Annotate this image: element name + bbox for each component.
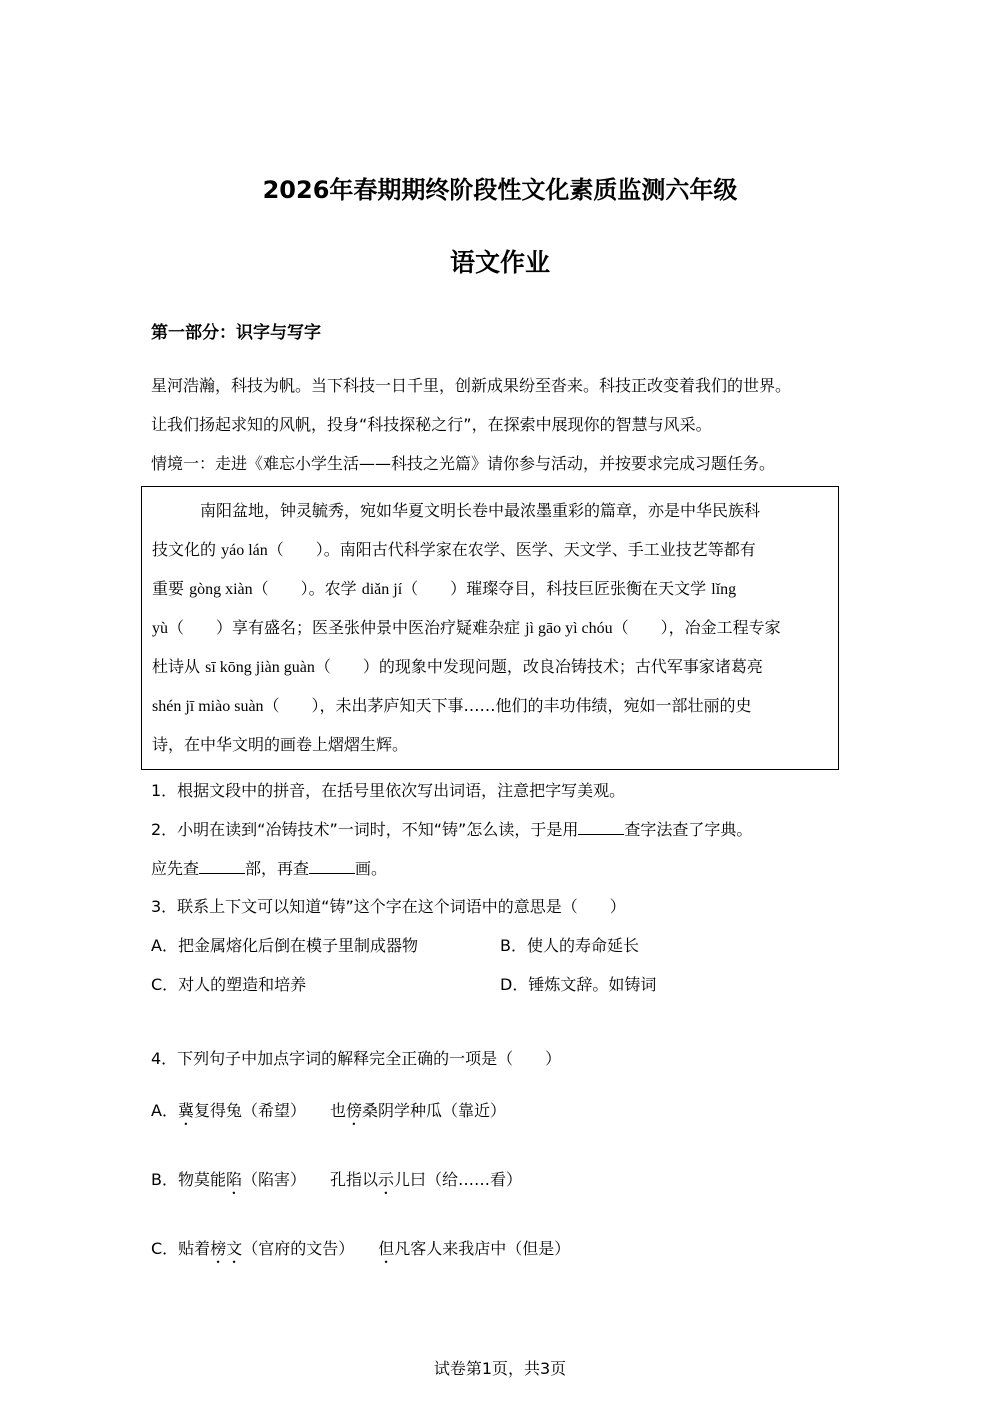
option-text: 儿曰（给……看） bbox=[394, 1170, 523, 1189]
pinyin: shén jī miào suàn bbox=[152, 698, 264, 715]
intro-line-2: 让我们扬起求知的风帆，投身“科技探秘之行”，在探索中展现你的智慧与风采。 bbox=[151, 415, 712, 434]
passage-line-4 bbox=[152, 615, 781, 638]
question-3: 3．联系上下文可以知道“铸”这个字在这个词语中的意思是（ ） bbox=[151, 897, 626, 916]
passage-text: （ ）璀璨夺目，科技巨匠张衡在天文学 bbox=[402, 579, 712, 598]
q4-option-c[interactable] bbox=[151, 1236, 570, 1267]
pinyin: diǎn jí bbox=[361, 581, 403, 598]
section-heading: 第一部分：识字与写字 bbox=[151, 323, 321, 343]
passage-line-1: 南阳盆地，钟灵毓秀，宛如华夏文明长卷中最浓墨重彩的篇章，亦是中华民族科 bbox=[200, 501, 761, 520]
intro-line-3: 情境一：走进《难忘小学生活——科技之光篇》请你参与活动，并按要求完成习题任务。 bbox=[151, 454, 776, 473]
question-text: 画。 bbox=[355, 859, 388, 878]
dotted-word: 冀 bbox=[177, 1101, 194, 1120]
passage-text: （ ），冶金工程专家 bbox=[612, 618, 781, 637]
dotted-word: 榜文 bbox=[210, 1239, 243, 1258]
q3-option-a[interactable]: A．把金属熔化后倒在模子里制成器物 bbox=[151, 936, 418, 955]
question-text: 应先查 bbox=[151, 859, 200, 878]
option-text: C．贴着 bbox=[151, 1239, 211, 1258]
option-text: A． bbox=[151, 1101, 178, 1120]
answer-blank[interactable] bbox=[578, 820, 624, 835]
q3-option-d[interactable]: D．锤炼文辞。如铸词 bbox=[500, 975, 657, 994]
q4-option-b[interactable] bbox=[151, 1167, 522, 1198]
pinyin: jì gāo yì chóu bbox=[525, 620, 613, 637]
q3-option-b[interactable]: B．使人的寿命延长 bbox=[500, 936, 639, 955]
passage-box bbox=[141, 486, 839, 770]
passage-text: （ ）享有盛名；医圣张仲景中医治疗疑难杂症 bbox=[168, 618, 526, 637]
answer-blank[interactable] bbox=[309, 859, 355, 874]
exam-subject: 语文作业 bbox=[449, 248, 550, 277]
pinyin: sī kōng jiàn guàn bbox=[205, 659, 315, 676]
question-1: 1．根据文段中的拼音，在括号里依次写出词语，注意把字写美观。 bbox=[151, 781, 626, 800]
option-text: 桑阴学种瓜（靠近） bbox=[362, 1101, 507, 1120]
passage-text: 技文化的 bbox=[152, 540, 222, 559]
passage-line-6 bbox=[152, 693, 752, 716]
option-text: （陷害） 孔指以 bbox=[242, 1170, 379, 1189]
passage-text: 杜诗从 bbox=[152, 657, 206, 676]
passage-line-7: 诗，在中华文明的画卷上熠熠生辉。 bbox=[152, 735, 409, 754]
q3-option-c[interactable]: C．对人的塑造和培养 bbox=[151, 975, 307, 994]
page-footer: 试卷第1页，共3页 bbox=[433, 1359, 567, 1378]
answer-blank[interactable] bbox=[199, 859, 245, 874]
pinyin: yáo lán bbox=[221, 542, 268, 559]
dotted-word: 傍 bbox=[345, 1101, 362, 1120]
passage-text: 重要 bbox=[152, 579, 190, 598]
question-2 bbox=[151, 817, 752, 840]
option-text: 凡客人来我店中（但是） bbox=[394, 1239, 571, 1258]
passage-line-5 bbox=[152, 654, 763, 677]
option-text: （官府的文告） bbox=[242, 1239, 379, 1258]
question-text: 2．小明在读到“冶铸技术”一词时，不知“铸”怎么读，于是用 bbox=[151, 820, 579, 839]
dotted-word: 陷 bbox=[225, 1170, 242, 1189]
passage-text: （ ）。农学 bbox=[252, 579, 362, 598]
passage-text: （ ）。南阳古代科学家在农学、医学、天文学、手工业技艺等都有 bbox=[267, 540, 756, 559]
question-4: 4．下列句子中加点字词的解释完全正确的一项是（ ） bbox=[151, 1049, 562, 1068]
option-text: 复得兔（希望） 也 bbox=[193, 1101, 346, 1120]
pinyin: lǐng bbox=[711, 581, 737, 598]
question-text: 部，再查 bbox=[245, 859, 310, 878]
dotted-word: 示 bbox=[378, 1170, 395, 1189]
passage-line-2 bbox=[152, 537, 756, 560]
pinyin: gòng xiàn bbox=[189, 581, 253, 598]
intro-line-1: 星河浩瀚，科技为帆。当下科技一日千里，创新成果纷至沓来。科技正改变着我们的世界。 bbox=[151, 376, 792, 395]
question-text: 查字法查了字典。 bbox=[624, 820, 753, 839]
passage-line-3 bbox=[152, 576, 736, 599]
pinyin: yù bbox=[152, 620, 168, 637]
question-2-cont bbox=[151, 856, 387, 879]
exam-title: 2026年春期期终阶段性文化素质监测六年级 bbox=[262, 176, 738, 204]
option-text: B．物莫能 bbox=[151, 1170, 226, 1189]
q4-option-a[interactable] bbox=[151, 1098, 506, 1129]
dotted-word: 但 bbox=[378, 1239, 395, 1258]
passage-text: （ ）的现象中发现问题，改良冶铸技术；古代军事家诸葛亮 bbox=[314, 657, 763, 676]
passage-text: （ ），未出茅庐知天下事……他们的丰功伟绩，宛如一部壮丽的史 bbox=[263, 696, 752, 715]
